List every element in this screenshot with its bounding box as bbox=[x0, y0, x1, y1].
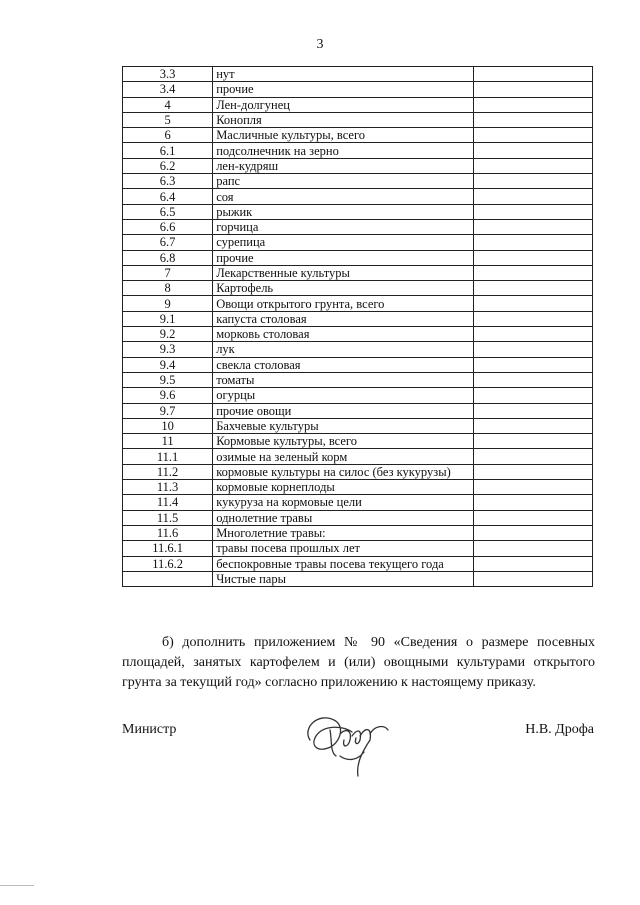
crop-name-cell: Картофель bbox=[213, 281, 474, 296]
row-number-cell: 9.2 bbox=[123, 327, 213, 342]
crop-name-cell: прочие bbox=[213, 82, 474, 97]
row-number-cell: 9 bbox=[123, 296, 213, 311]
table-row bbox=[123, 541, 593, 556]
crop-name-cell: горчица bbox=[213, 219, 474, 234]
crop-name-cell: Лен-долгунец bbox=[213, 97, 474, 112]
crop-name-cell: нут bbox=[213, 67, 474, 82]
value-cell bbox=[473, 82, 592, 97]
table-row bbox=[123, 281, 593, 296]
crop-name-cell: соя bbox=[213, 189, 474, 204]
row-number-cell: 11.1 bbox=[123, 449, 213, 464]
row-number-cell: 11.6.2 bbox=[123, 556, 213, 571]
crop-name-cell: кукуруза на кормовые цели bbox=[213, 495, 474, 510]
value-cell bbox=[473, 480, 592, 495]
row-number-cell: 9.1 bbox=[123, 311, 213, 326]
table-row bbox=[123, 82, 593, 97]
row-number-cell: 7 bbox=[123, 265, 213, 280]
crop-name-cell: кормовые культуры на силос (без кукурузы) bbox=[213, 464, 474, 479]
value-cell bbox=[473, 556, 592, 571]
row-number-cell: 11.6 bbox=[123, 525, 213, 540]
row-number-cell: 11.2 bbox=[123, 464, 213, 479]
crop-name-cell: прочие bbox=[213, 250, 474, 265]
table-row bbox=[123, 204, 593, 219]
table-row bbox=[123, 449, 593, 464]
row-number-cell: 9.5 bbox=[123, 372, 213, 387]
table-row bbox=[123, 464, 593, 479]
crop-name-cell: рыжик bbox=[213, 204, 474, 219]
row-number-cell bbox=[123, 571, 213, 586]
value-cell bbox=[473, 143, 592, 158]
crop-name-cell: травы посева прошлых лет bbox=[213, 541, 474, 556]
row-number-cell: 9.6 bbox=[123, 388, 213, 403]
crops-table bbox=[122, 66, 593, 587]
row-number-cell: 10 bbox=[123, 418, 213, 433]
row-number-cell: 6.6 bbox=[123, 219, 213, 234]
table-row bbox=[123, 525, 593, 540]
crop-name-cell: морковь столовая bbox=[213, 327, 474, 342]
table-row bbox=[123, 67, 593, 82]
value-cell bbox=[473, 525, 592, 540]
crop-name-cell: беспокровные травы посева текущего года bbox=[213, 556, 474, 571]
crop-name-cell: кормовые корнеплоды bbox=[213, 480, 474, 495]
value-cell bbox=[473, 571, 592, 586]
value-cell bbox=[473, 464, 592, 479]
table-row bbox=[123, 342, 593, 357]
crop-name-cell: Бахчевые культуры bbox=[213, 418, 474, 433]
table-row bbox=[123, 97, 593, 112]
crops-table-body bbox=[123, 67, 593, 587]
table-row bbox=[123, 571, 593, 586]
value-cell bbox=[473, 327, 592, 342]
table-row bbox=[123, 189, 593, 204]
crop-name-cell: капуста столовая bbox=[213, 311, 474, 326]
row-number-cell: 6 bbox=[123, 128, 213, 143]
table-row bbox=[123, 388, 593, 403]
row-number-cell: 11.6.1 bbox=[123, 541, 213, 556]
row-number-cell: 9.3 bbox=[123, 342, 213, 357]
value-cell bbox=[473, 281, 592, 296]
table-row bbox=[123, 403, 593, 418]
crop-name-cell: однолетние травы bbox=[213, 510, 474, 525]
crop-name-cell: огурцы bbox=[213, 388, 474, 403]
table-row bbox=[123, 158, 593, 173]
value-cell bbox=[473, 372, 592, 387]
value-cell bbox=[473, 449, 592, 464]
table-row bbox=[123, 174, 593, 189]
table-row bbox=[123, 311, 593, 326]
value-cell bbox=[473, 342, 592, 357]
crop-name-cell: Чистые пары bbox=[213, 571, 474, 586]
table-row bbox=[123, 480, 593, 495]
row-number-cell: 5 bbox=[123, 112, 213, 127]
table-row bbox=[123, 219, 593, 234]
value-cell bbox=[473, 204, 592, 219]
value-cell bbox=[473, 174, 592, 189]
crop-name-cell: свекла столовая bbox=[213, 357, 474, 372]
crop-name-cell: озимые на зеленый корм bbox=[213, 449, 474, 464]
crop-name-cell: прочие овощи bbox=[213, 403, 474, 418]
handwritten-signature bbox=[300, 700, 395, 778]
table-row bbox=[123, 327, 593, 342]
value-cell bbox=[473, 541, 592, 556]
crop-name-cell: лен-кудряш bbox=[213, 158, 474, 173]
minister-label: Министр bbox=[122, 722, 177, 737]
table-row bbox=[123, 556, 593, 571]
value-cell bbox=[473, 388, 592, 403]
value-cell bbox=[473, 158, 592, 173]
crop-name-cell: Кормовые культуры, всего bbox=[213, 434, 474, 449]
row-number-cell: 11.3 bbox=[123, 480, 213, 495]
table-row bbox=[123, 418, 593, 433]
row-number-cell: 8 bbox=[123, 281, 213, 296]
row-number-cell: 11.5 bbox=[123, 510, 213, 525]
row-number-cell: 6.8 bbox=[123, 250, 213, 265]
value-cell bbox=[473, 97, 592, 112]
value-cell bbox=[473, 250, 592, 265]
row-number-cell: 6.3 bbox=[123, 174, 213, 189]
value-cell bbox=[473, 128, 592, 143]
crop-name-cell: Многолетние травы: bbox=[213, 525, 474, 540]
table-row bbox=[123, 265, 593, 280]
table-row bbox=[123, 372, 593, 387]
row-number-cell: 11.4 bbox=[123, 495, 213, 510]
scan-edge-mark bbox=[0, 885, 34, 886]
crop-name-cell: Масличные культуры, всего bbox=[213, 128, 474, 143]
crop-name-cell: томаты bbox=[213, 372, 474, 387]
value-cell bbox=[473, 189, 592, 204]
table-row bbox=[123, 128, 593, 143]
value-cell bbox=[473, 311, 592, 326]
table-row bbox=[123, 112, 593, 127]
crop-name-cell: Конопля bbox=[213, 112, 474, 127]
value-cell bbox=[473, 235, 592, 250]
table-row bbox=[123, 434, 593, 449]
row-number-cell: 3.4 bbox=[123, 82, 213, 97]
row-number-cell: 6.5 bbox=[123, 204, 213, 219]
value-cell bbox=[473, 403, 592, 418]
value-cell bbox=[473, 495, 592, 510]
item-b-paragraph: б) дополнить приложением № 90 «Сведения о размере посевных площадей, занятых картофелем и (или) овощными культурами открытого грунта за текущий год» согласно приложению к настоящему приказу. bbox=[122, 635, 595, 690]
row-number-cell: 9.4 bbox=[123, 357, 213, 372]
crop-name-cell: рапс bbox=[213, 174, 474, 189]
value-cell bbox=[473, 112, 592, 127]
crop-name-cell: Лекарственные культуры bbox=[213, 265, 474, 280]
crop-name-cell: сурепица bbox=[213, 235, 474, 250]
row-number-cell: 6.1 bbox=[123, 143, 213, 158]
row-number-cell: 4 bbox=[123, 97, 213, 112]
value-cell bbox=[473, 510, 592, 525]
crop-name-cell: Овощи открытого грунта, всего bbox=[213, 296, 474, 311]
row-number-cell: 6.2 bbox=[123, 158, 213, 173]
value-cell bbox=[473, 418, 592, 433]
value-cell bbox=[473, 67, 592, 82]
row-number-cell: 3.3 bbox=[123, 67, 213, 82]
table-row bbox=[123, 357, 593, 372]
crop-name-cell: подсолнечник на зерно bbox=[213, 143, 474, 158]
value-cell bbox=[473, 296, 592, 311]
table-row bbox=[123, 510, 593, 525]
value-cell bbox=[473, 434, 592, 449]
table-row bbox=[123, 235, 593, 250]
table-row bbox=[123, 495, 593, 510]
row-number-cell: 6.4 bbox=[123, 189, 213, 204]
page-number: 3 bbox=[316, 37, 324, 52]
crop-name-cell: лук bbox=[213, 342, 474, 357]
value-cell bbox=[473, 219, 592, 234]
value-cell bbox=[473, 357, 592, 372]
minister-name: Н.В. Дрофа bbox=[525, 722, 594, 737]
row-number-cell: 6.7 bbox=[123, 235, 213, 250]
row-number-cell: 11 bbox=[123, 434, 213, 449]
row-number-cell: 9.7 bbox=[123, 403, 213, 418]
table-row bbox=[123, 143, 593, 158]
table-row bbox=[123, 250, 593, 265]
table-row bbox=[123, 296, 593, 311]
value-cell bbox=[473, 265, 592, 280]
